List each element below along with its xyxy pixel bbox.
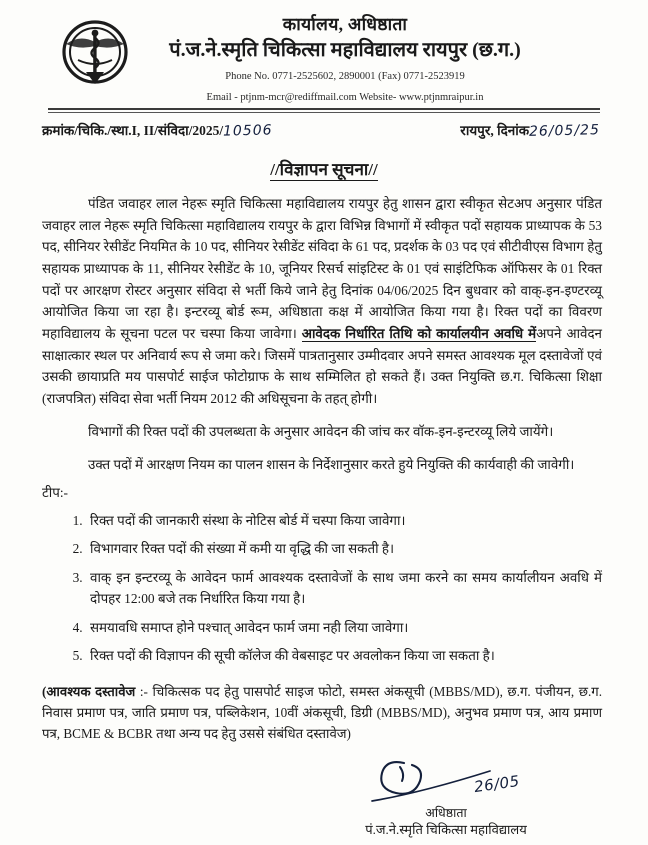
paragraph-1-text: पंडित जवाहर लाल नेहरू स्मृति चिकित्सा महाविद्यालय रायपुर हेतु शासन द्वारा स्वीकृत सेटअप अनुसार पंडित जवाहर लाल नेहरू स्मृति चिकित्सा महाविद्यालय रायपुर के द्वारा विभिन्न विभागों में स्वीकृत पदों सहायक प्राध्यापक के 53 पद, सीनियर रेसीडेंट नियमित के 10 पद, सीनियर रेसीडेंट संविदा के 61 पद, प्रदर्शक के 03 पद एवं सीटीवीएस विभाग हेतु सहायक प्राध्यापक के 11, सीनियर रेसीडेंट के 10, जूनियर रिसर्च सांइटिस्ट के 01 एवं साइंटिफिक ऑफिसर के 01 रिक्त पदों पर आरक्षण रोस्टर अनुसार संविदा से भर्ती किये जाने हेतु दिनांक 04/06/2025 दिन बुधवार को वाक्-इन-इण्टरव्यू आयोजित किया जा रहा है। इन्टरव्यू बोर्ड रूम, अधिष्ठाता कक्ष में आयोजित किया गया है। रिक्त पदों का विवरण महाविद्यालय के सूचना पटल पर चस्पा किया जावेगा। — [42, 195, 602, 342]
reference-number-printed: क्रमांक/चिकि./स्था.I, II/संविदा/2025/ — [42, 122, 224, 138]
required-documents-text: :- चिकित्सक पद हेतु पासपोर्ट साइज फोटो, समस्त अंकसूची (MBBS/MD), छ.ग. पंजीयन, छ.ग. निवास प्रमाण पत्र, जाति प्रमाण पत्र, पब्लिकेशन, 10वीं अंकसूची, डिग्री (MBBS/MD), अनुभव प्रमाण पत्र, आय प्रमाण पत्र, BCME & BCBR तथा अन्य पद हेतु उससे संबंधित दस्तावेज) — [42, 683, 602, 742]
college-title: पं.ज.ने.स्मृति चिकित्सा महाविद्यालय रायपुर (छ.ग.) — [169, 38, 521, 61]
paragraph-3: विभागों की रिक्त पदों की उपलब्धता के अनुसार आवेदन की जांच कर वॉक-इन-इन्टरव्यू लिये जायेंगे। — [88, 423, 554, 439]
email-website-line: Email - ptjnm-mcr@rediffmail.com Website- www.ptjnmraipur.in — [206, 92, 484, 104]
reference-line — [0, 113, 648, 139]
tips-heading: टीप:- — [42, 485, 69, 501]
list-item: 4. समयावधि समाप्त होने पश्चात् आवेदन फार्म जमा नही लिया जावेगा। — [86, 617, 602, 638]
paragraph-4: उक्त पदों में आरक्षण नियम का पालन शासन के निर्देशानुसार करते हुये नियुक्ति की कार्यवाही की जावेगी। — [88, 456, 575, 472]
reference-number-handwritten: 10506 — [222, 122, 273, 140]
required-documents-note — [42, 681, 602, 745]
office-title: कार्यालय, अधिष्ठाता — [282, 14, 408, 34]
reference-number — [42, 121, 273, 139]
list-item: 5. रिक्त पदों की विज्ञापन की सूची कॉलेज की वेबसाइट पर अवलोकन किया जा सकता है। — [86, 645, 602, 666]
document-header — [0, 0, 648, 113]
document-body — [0, 193, 648, 745]
signature-block — [296, 761, 596, 839]
list-item: 1. रिक्त पदों की जानकारी संस्था के नोटिस बोर्ड में चस्पा किया जावेगा। — [86, 510, 602, 531]
handwritten-signature — [296, 761, 596, 807]
place-date — [460, 121, 600, 139]
date-handwritten: 26/05/25 — [528, 121, 601, 140]
signatory-organization: पं.ज.ने.स्मृति चिकित्सा महाविद्यालय — [365, 822, 527, 838]
page-title-text: //विज्ञापन सूचना// — [270, 159, 378, 179]
emphasis-underlined-text: आवेदक निर्धारित तिथि को कार्यालयीन अवधि में — [301, 326, 537, 342]
college-emblem-icon — [58, 16, 132, 90]
required-documents-label: (आवश्यक दस्तावेज — [42, 683, 136, 699]
signature-date-handwritten: 26/05 — [472, 771, 521, 796]
list-item: 3. वाक् इन इन्टरव्यू के आवेदन फार्म आवश्यक दस्तावेजों के साथ जमा करने का समय कार्यालीयन अवधि में दोपहर 12:00 बजे तक निर्धारित किया गया है। — [86, 567, 602, 610]
list-item: 2. विभागवार रिक्त पदों की संख्या में कमी या वृद्धि की जा सकती है। — [86, 538, 602, 559]
phone-line: Phone No. 0771-2525602, 2890001 (Fax) 0771-2523919 — [225, 70, 465, 82]
page-title — [0, 157, 648, 180]
paragraph-2-text: अपने आवेदन साक्षात्कार स्थल पर अनिवार्य रूप से जमा करे। जिसमें पात्रतानुसार उम्मीदवार अपने समस्त आवश्यक मूल दस्तावेजों एवं उसकी छायाप्रति मय पासपोर्ट साईज फोटोग्राफ के साथ सम्मिलित हो सकते हैं। उक्त नियुक्ति छ.ग. चिकित्सा शिक्षा (राजपत्रित) संविदा सेवा भर्ती नियम 2012 की अधिसूचना के तहत् होगी। — [42, 326, 602, 407]
place-date-printed: रायपुर, दिनांक — [460, 122, 530, 138]
tips-list — [42, 510, 602, 667]
paragraph-1 — [42, 193, 602, 410]
signatory-designation: अधिष्ठाता — [425, 805, 467, 820]
header-divider — [46, 108, 602, 113]
